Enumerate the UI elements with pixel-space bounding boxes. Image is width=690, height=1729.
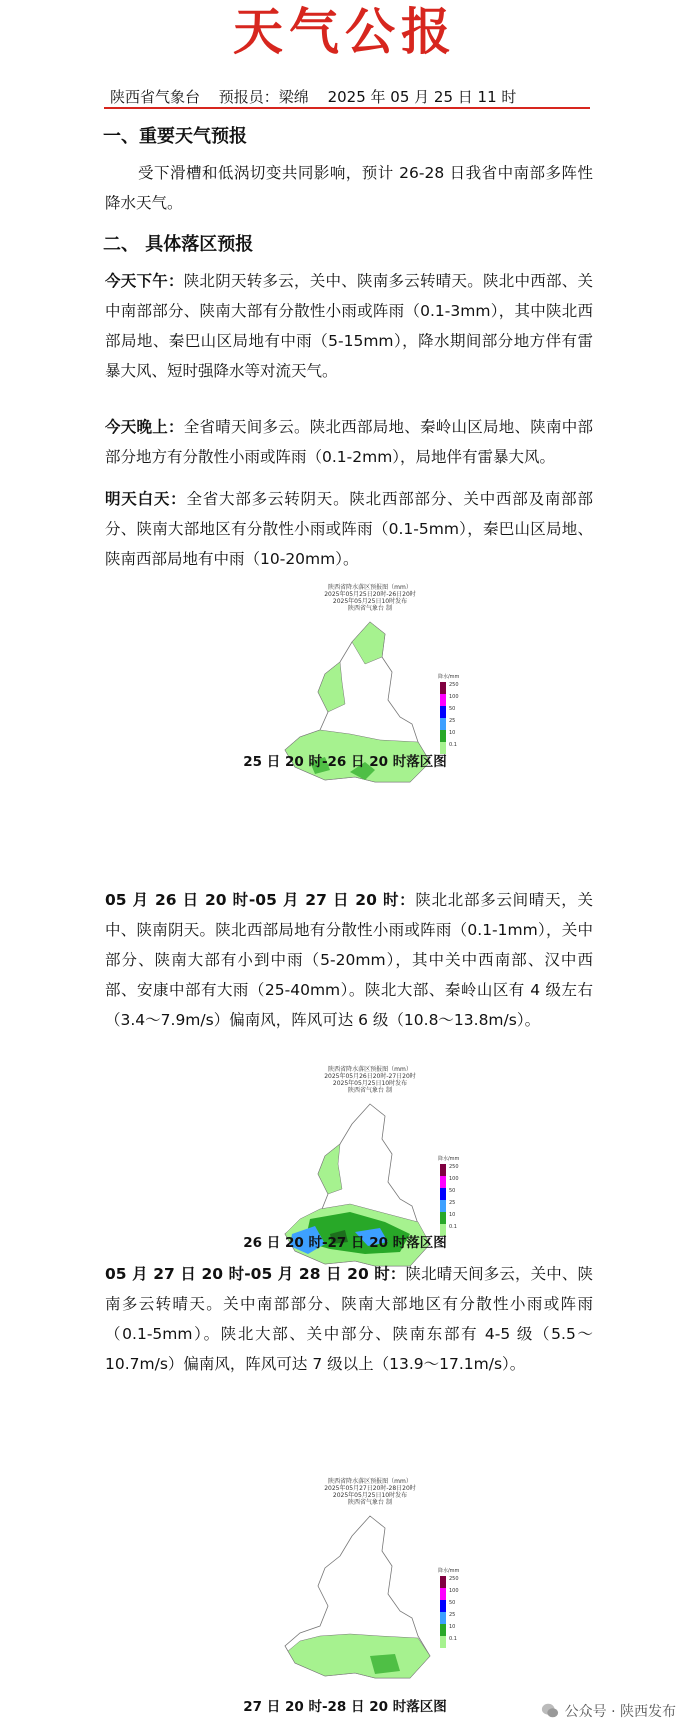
legend-swatch: [440, 1588, 446, 1600]
map-legend: [438, 1155, 460, 1236]
bulletin-byline: [110, 88, 590, 106]
legend-swatch: [440, 1636, 446, 1648]
legend-level: 0.1: [449, 1636, 457, 1642]
period-text: 陕北北部多云间晴天，关中、陕南阴天。陕北西部局地有分散性小雨或阵雨（0.1-1mm），关中部分、陕南大部有小到中雨（5-20mm），其中关中西南部、汉中西部、安康中部有大雨（25-40mm）。陕北大部、秦岭山区有 4 级左右（3.4～7.9m/s）偏南风，阵风可达 6 级（10.8～13.8m/s）。: [105, 891, 593, 1029]
legend-unit: 降水/mm: [438, 674, 460, 680]
period-text: 陕北晴天间多云，关中、陕南多云转晴天。关中南部部分、陕南大部地区有分散性小雨或阵雨（0.1-5mm）。陕北大部、关中部分、陕南东部有 4-5 级（5.5～10.7m/s）偏南风，阵风可达 7 级以上（13.9～17.1m/s）。: [105, 1265, 593, 1373]
watermark-text: 公众号 · 陕西发布: [564, 1704, 676, 1720]
map-caption: 26 日 20 时-27 日 20 时落区图: [243, 1235, 447, 1251]
legend-level: 250: [449, 1164, 459, 1170]
map-caption: 25 日 20 时-26 日 20 时落区图: [243, 754, 447, 770]
period-label: 05 月 27 日 20 时-05 月 28 日 20 时：: [105, 1265, 406, 1283]
legend-swatch: [440, 1212, 446, 1224]
legend-level: 50: [449, 1600, 456, 1606]
legend-swatch: [440, 730, 446, 742]
forecast-afternoon: [105, 266, 593, 386]
forecast-tomorrow: [105, 484, 593, 574]
legend-level: 25: [449, 718, 456, 724]
legend-unit: 降水/mm: [438, 1156, 460, 1162]
legend-level: 0.1: [449, 742, 457, 748]
legend-level: 25: [449, 1200, 456, 1206]
wechat-icon: [541, 1702, 559, 1720]
forecast-tonight: [105, 412, 593, 472]
legend-level: 10: [449, 1212, 456, 1218]
watermark: [541, 1701, 676, 1721]
legend-level: 100: [449, 1588, 459, 1594]
legend-level: 50: [449, 1188, 456, 1194]
legend-swatch: [440, 694, 446, 706]
red-divider: [104, 107, 590, 109]
legend-swatch: [440, 1200, 446, 1212]
forecaster: 预报员：梁绵: [218, 88, 309, 106]
period-label: 05 月 26 日 20 时-05 月 27 日 20 时：: [105, 891, 416, 909]
legend-swatch: [440, 706, 446, 718]
legend-swatch: [440, 718, 446, 730]
map-header: 陕西省降水落区预报图（mm） 2025年05月25日20时-26日20时 2025年05月25日10时发布 陕西省气象台 制: [324, 584, 416, 612]
legend-level: 50: [449, 706, 456, 712]
map-caption: 27 日 20 时-28 日 20 时落区图: [243, 1699, 447, 1715]
legend-swatch: [440, 1612, 446, 1624]
legend-swatch: [440, 682, 446, 694]
legend-level: 0.1: [449, 1224, 457, 1230]
map-header: 陕西省降水落区预报图（mm） 2025年05月26日20时-27日20时 2025年05月25日10时发布 陕西省气象台 制: [324, 1066, 416, 1094]
section1-heading: 一、重要天气预报: [103, 126, 247, 147]
issue-time: 2025 年 05 月 25 日 11 时: [327, 88, 517, 106]
forecast-text: 陕北阴天转多云，关中、陕南多云转晴天。陕北中西部、关中南部部分、陕南大部有分散性小雨或阵雨（0.1-3mm），其中陕北西部局地、秦巴山区局地有中雨（5-15mm），降水期间部分地方伴有雷暴大风、短时强降水等对流天气。: [105, 272, 593, 380]
legend-swatch: [440, 1188, 446, 1200]
legend-swatch: [440, 1164, 446, 1176]
section1-text: 受下滑槽和低涡切变共同影响，预计 26-28 日我省中南部多阵性降水天气。: [105, 164, 593, 212]
forecast-label: 今天下午：: [105, 272, 184, 290]
legend-level: 10: [449, 730, 456, 736]
legend-level: 10: [449, 1624, 456, 1630]
legend-swatch: [440, 1624, 446, 1636]
shaanxi-map: [270, 1506, 470, 1691]
bulletin-title: 天气公报: [233, 2, 457, 61]
legend-level: 25: [449, 1612, 456, 1618]
forecast-label: 今天晚上：: [105, 418, 184, 436]
forecast-text: 全省晴天间多云。陕北西部局地、秦岭山区局地、陕南中部部分地方有分散性小雨或阵雨（0.1-2mm），局地伴有雷暴大风。: [105, 418, 593, 466]
legend-level: 250: [449, 682, 459, 688]
legend-level: 250: [449, 1576, 459, 1582]
forecast-period-3: [105, 1259, 593, 1379]
legend-level: 100: [449, 1176, 459, 1182]
legend-swatch: [440, 1600, 446, 1612]
forecast-period-2: [105, 885, 593, 1035]
issuer: 陕西省气象台: [110, 88, 201, 106]
legend-unit: 降水/mm: [438, 1568, 460, 1574]
map-legend: [438, 1567, 460, 1648]
legend-swatch: [440, 1576, 446, 1588]
legend-swatch: [440, 1176, 446, 1188]
legend-level: 100: [449, 694, 459, 700]
forecast-text: 全省大部多云转阴天。陕北西部部分、关中西部及南部部分、陕南大部地区有分散性小雨或阵雨（0.1-5mm），秦巴山区局地、陕南西部局地有中雨（10-20mm）。: [105, 490, 593, 568]
precip-map-3: [270, 1478, 470, 1691]
forecast-label: 明天白天：: [105, 490, 187, 508]
map-header: 陕西省降水落区预报图（mm） 2025年05月27日20时-28日20时 2025年05月25日10时发布 陕西省气象台 制: [324, 1478, 416, 1506]
section2-heading: 二、 具体落区预报: [103, 234, 254, 255]
map-legend: [438, 673, 460, 754]
